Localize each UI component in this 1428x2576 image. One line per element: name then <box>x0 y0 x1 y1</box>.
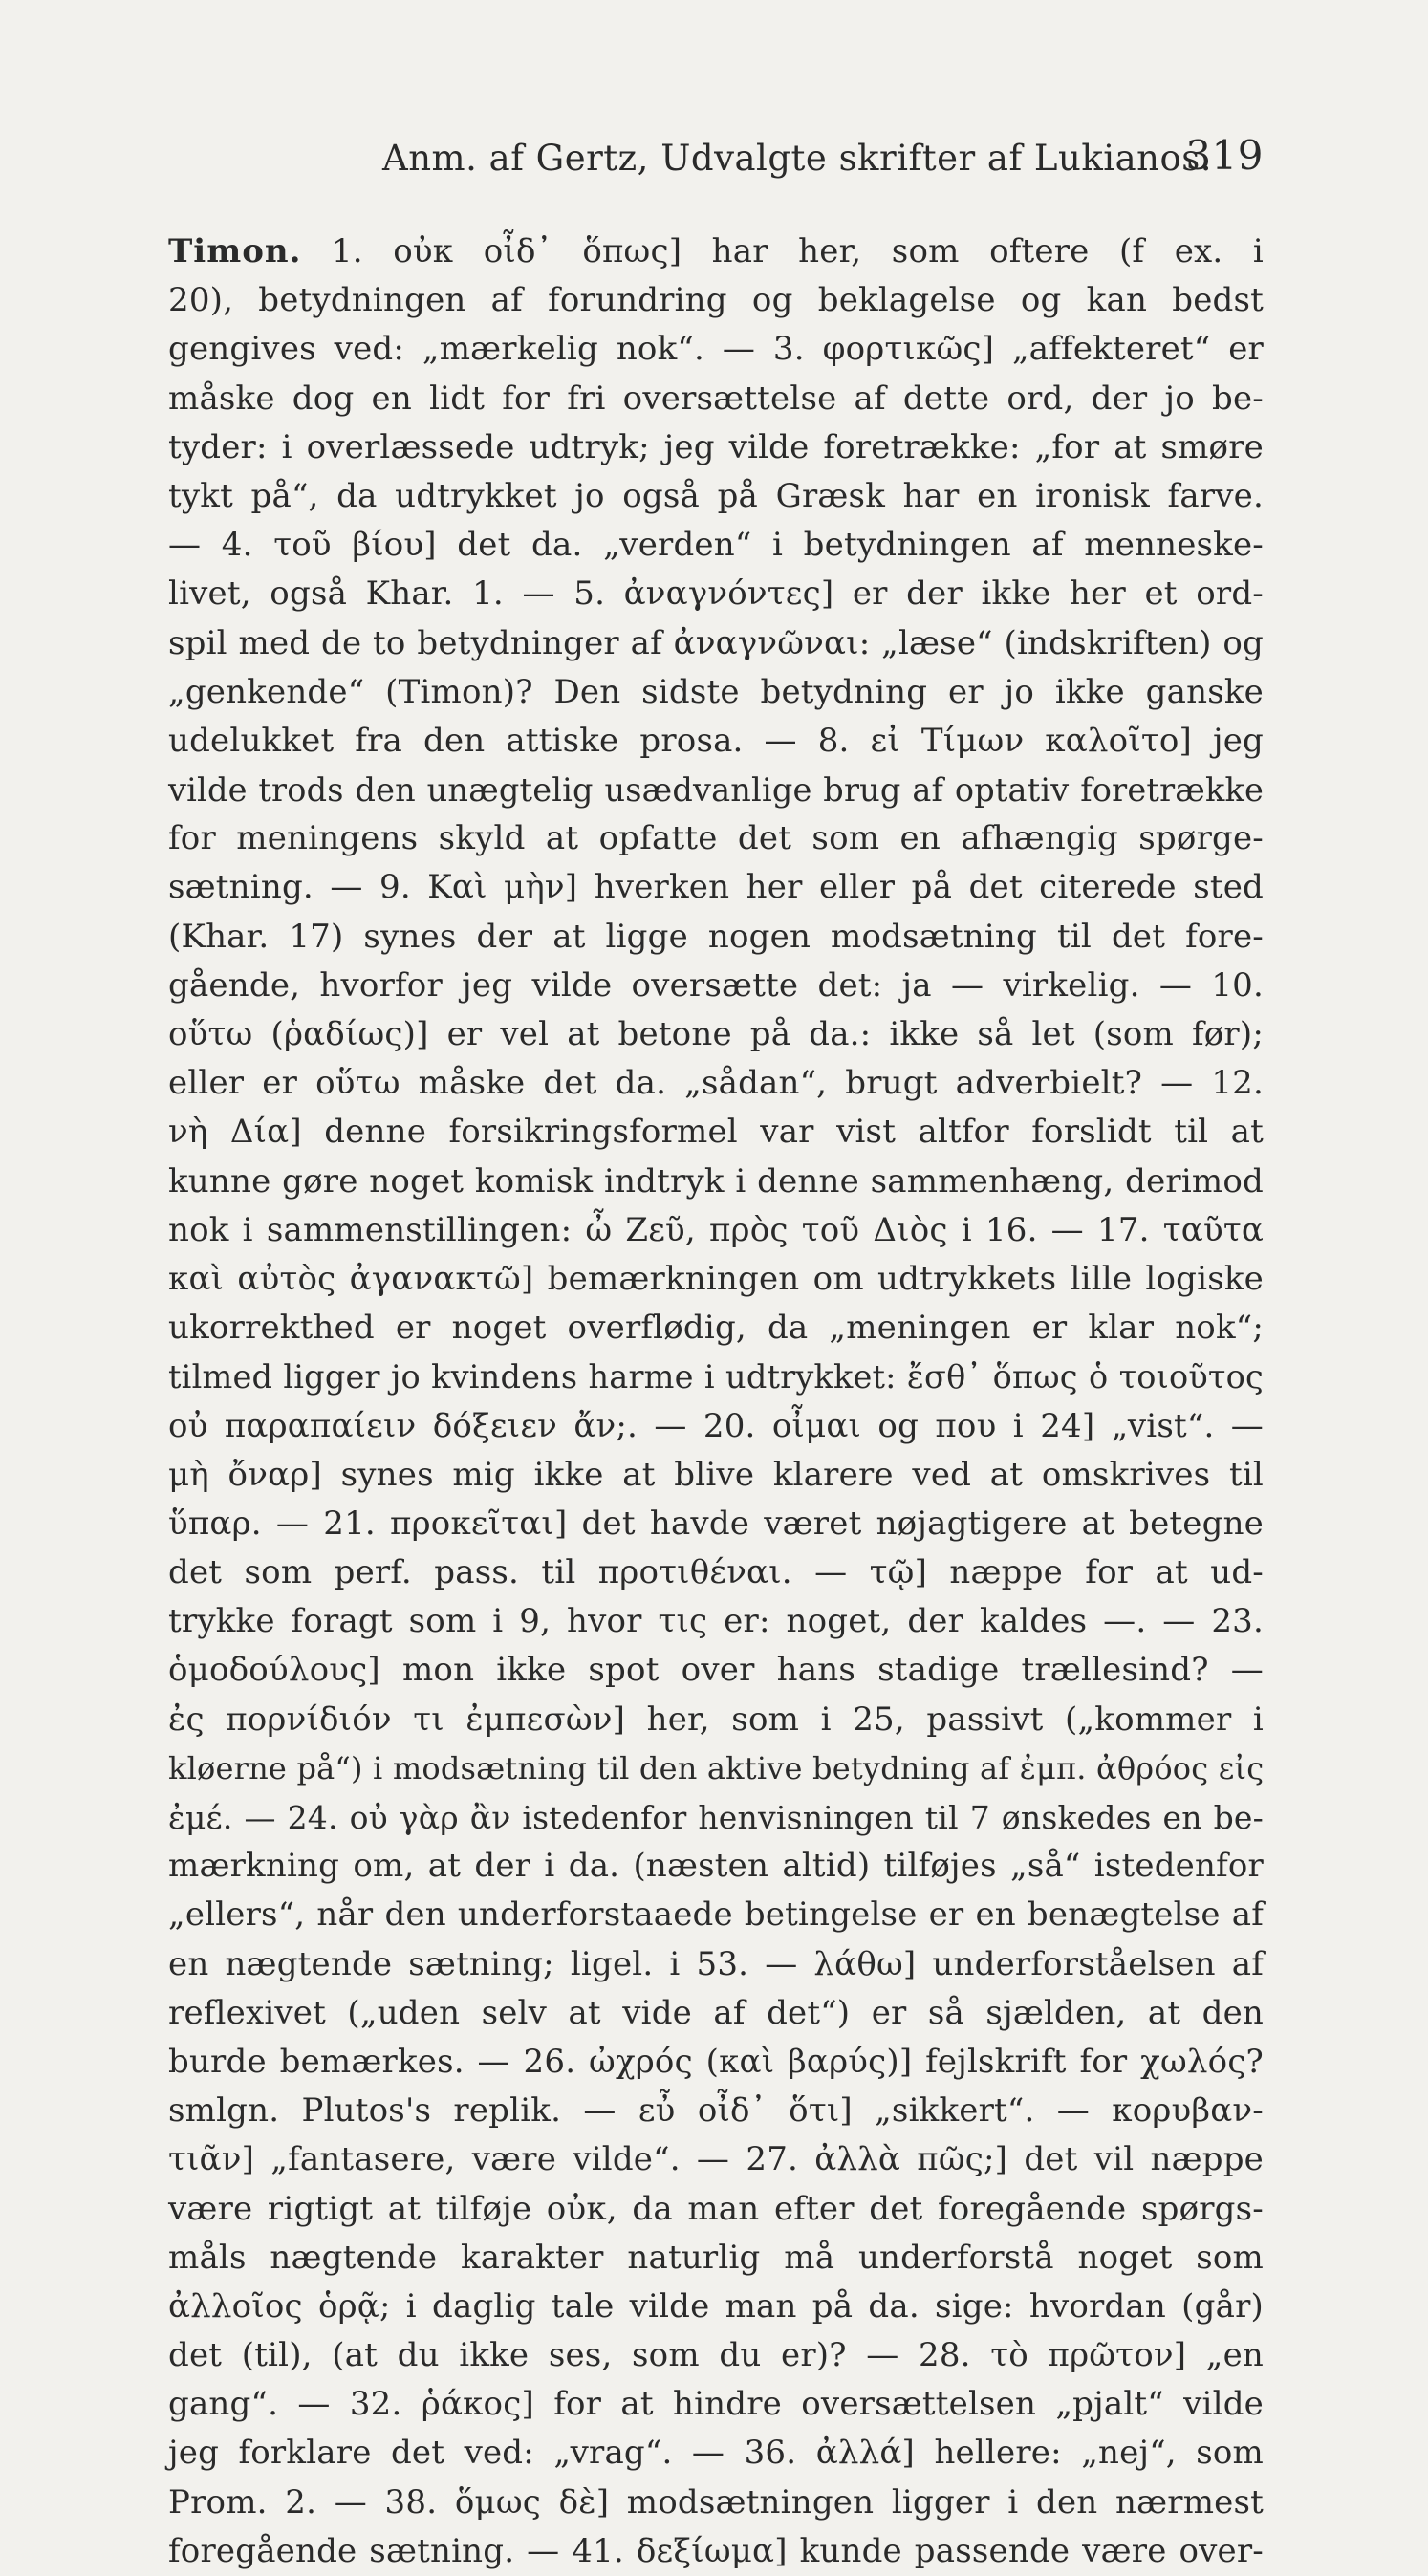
text-line: καὶ αὐτὸς ἀγανακτῶ] bemærkningen om udtrykkets lille logiske <box>168 1259 1264 1298</box>
text-line: sætning. — 9. Καὶ μὴν] hverken her eller på det citerede sted <box>168 868 1264 907</box>
text-line: „genkende“ (Timon)? Den sidste betydning er jo ikke ganske <box>168 672 1264 711</box>
text-line: vilde trods den unægtelig usædvanlige brug af optativ foretrække <box>168 771 1264 810</box>
text-line: kunne gøre noget komisk indtryk i denne sammenhæng, derimod <box>168 1161 1264 1201</box>
text-line: 20), betydningen af forundring og beklagelse og kan bedst <box>168 281 1264 320</box>
page <box>168 132 1264 2576</box>
text-line: ὁμοδούλους] mon ikke spot over hans stadige trællesind? — <box>168 1651 1264 1690</box>
text-line: nok i sammenstillingen: ὦ Ζεῦ, πρὸς τοῦ Διὸς i 16. — 17. ταῦτα <box>168 1210 1264 1249</box>
text-line: spil med de to betydninger af ἀναγνῶναι: „læse“ (indskriften) og <box>168 623 1264 662</box>
running-head-title: Anm. af Gertz, Udvalgte skrifter af Lukianos. <box>382 138 1212 179</box>
text-line: for meningens skyld at opfatte det som en afhængig spørge- <box>168 819 1264 858</box>
text-line: foregående sætning. — 41. δεξίωμα] kunde passende være over- <box>168 2531 1264 2570</box>
text-line: kløerne på“) i modsætning til den aktive betydning af ἐμπ. ἀθρόος εἰς <box>168 1749 1265 1786</box>
text-line: νὴ Δία] denne forsikringsformel var vist altfor forslidt til at <box>168 1113 1264 1152</box>
text-line: mærkning om, at der i da. (næsten altid) tilføjes „så“ istedenfor <box>168 1847 1264 1886</box>
commentary-text <box>168 227 1264 2576</box>
text-line: Timon. 1. οὐκ οἶδ᾽ ὅπως] har her, som oftere (f ex. i <box>168 232 1264 271</box>
text-line: måls nægtende karakter naturlig må underforstå noget som <box>168 2238 1264 2277</box>
text-line: ἐς πορνίδιόν τι ἐμπεσὼν] her, som i 25, passivt („kommer i <box>168 1699 1264 1739</box>
text-line: det (til), (at du ikke ses, som du er)? — 28. τὸ πρῶτον] „en <box>168 2336 1264 2375</box>
text-line: Prom. 2. — 38. ὅμως δὲ] modsætningen ligger i den nærmest <box>168 2482 1264 2522</box>
text-line: οὐ παραπαίειν δόξειεν ἄν;. — 20. οἶμαι og που i 24] „vist“. — <box>168 1406 1264 1445</box>
text-line: tilmed ligger jo kvindens harme i udtrykket: ἔσθ᾽ ὅπως ὁ τοιοῦτος <box>168 1358 1264 1396</box>
text-line: ukorrekthed er noget overflødig, da „meningen er klar nok“; <box>168 1309 1264 1348</box>
page-number: 319 <box>1185 132 1264 179</box>
text-line: eller er οὕτω måske det da. „sådan“, brugt adverbielt? — 12. <box>168 1064 1264 1103</box>
text-line: ὕπαρ. — 21. προκεῖται] det havde været nøjagtigere at betegne <box>168 1504 1264 1543</box>
text-line: tykt på“, da udtrykket jo også på Græsk har en ironisk farve. <box>168 476 1264 515</box>
text-line: livet, også Khar. 1. — 5. ἀναγνόντες] er der ikke her et ord- <box>168 574 1264 614</box>
text-line: ἀλλοῖος ὁρᾷ; i daglig tale vilde man på da. sige: hvordan (går) <box>168 2286 1264 2326</box>
text-line: οὕτω (ῥαδίως)] er vel at betone på da.: ikke så let (som før); <box>168 1015 1264 1053</box>
text-line: τιᾶν] „fantasere, være vilde“. — 27. ἀλλὰ πῶς;] det vil næppe <box>168 2140 1264 2179</box>
text-line: reflexivet („uden selv at vide af det“) er så sjælden, at den <box>168 1993 1264 2032</box>
section-heading: Timon. <box>168 232 302 271</box>
text-line: (Khar. 17) synes der at ligge nogen modsætning til det fore- <box>168 917 1264 956</box>
text-line: burde bemærkes. — 26. ὠχρός (καὶ βαρύς)] fejlskrift for χωλός? <box>168 2042 1264 2081</box>
text-line: „ellers“, når den underforstaaede betingelse er en benægtelse af <box>168 1895 1264 1935</box>
text-line: gående, hvorfor jeg vilde oversætte det: ja — virkelig. — 10. <box>168 965 1264 1005</box>
text-line: ἐμέ. — 24. οὐ γὰρ ἂν istedenfor henvisningen til 7 ønskedes en be- <box>168 1799 1264 1836</box>
text-line: — 4. τοῦ βίου] det da. „verden“ i betydningen af menneske- <box>168 526 1264 565</box>
text-line: gang“. — 32. ῥάκος] for at hindre oversættelsen „pjalt“ vilde <box>168 2385 1264 2424</box>
text-line: gengives ved: „mærkelig nok“. — 3. φορτικῶς] „affekteret“ er <box>168 330 1264 369</box>
text-line: trykke foragt som i 9, hvor τις er: noget, der kaldes —. — 23. <box>168 1602 1264 1641</box>
text-line: måske dog en lidt for fri oversættelse af dette ord, der jo be- <box>168 379 1264 418</box>
text-line: en nægtende sætning; ligel. i 53. — λάθω] underforståelsen af <box>168 1944 1264 1983</box>
text-line: udelukket fra den attiske prosa. — 8. εἰ Τίμων καλοῖτο] jeg <box>168 721 1264 760</box>
text-line: smlgn. Plutos's replik. — εὖ οἶδ᾽ ὅτι] „sikkert“. — κορυβαν- <box>168 2091 1264 2131</box>
text-line: det som perf. pass. til προτιθέναι. — τῷ] næppe for at ud- <box>168 1553 1264 1592</box>
text-line: tyder: i overlæssede udtryk; jeg vilde foretrække: „for at smøre <box>168 427 1264 466</box>
running-head <box>168 132 1264 185</box>
text-line: være rigtigt at tilføje οὐκ, da man efter det foregående spørgs- <box>168 2189 1264 2228</box>
text-line: μὴ ὄναρ] synes mig ikke at blive klarere ved at omskrives til <box>168 1455 1264 1494</box>
text-line: jeg forklare det ved: „vrag“. — 36. ἀλλά] hellere: „nej“, som <box>168 2434 1264 2473</box>
